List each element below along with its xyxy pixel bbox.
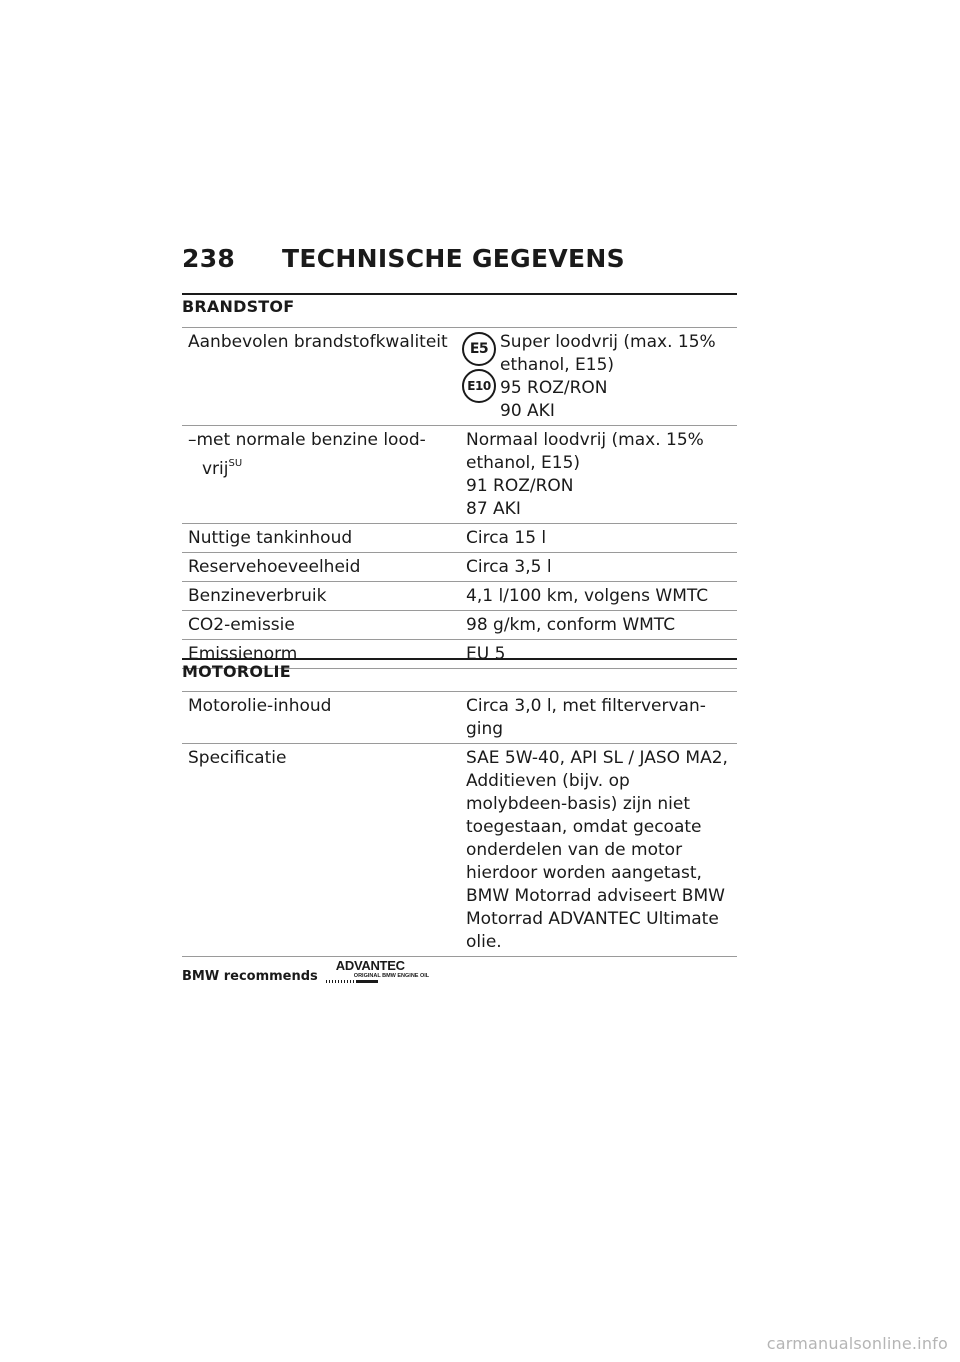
section-title-fuel: BRANDSTOF — [182, 297, 295, 316]
recommend-text: BMW recommends — [182, 969, 318, 984]
row-value: 98 g/km, conform WMTC — [460, 611, 737, 640]
page-number: 238 — [182, 244, 236, 273]
value-line: 91 ROZ/RON — [466, 476, 574, 496]
table-row — [182, 553, 737, 582]
advantec-logo-subtitle: ORIGINAL BMW ENGINE OIL — [353, 973, 430, 979]
value-line: 87 AKI — [466, 499, 521, 519]
row-label: Reservehoeveelheid — [182, 553, 460, 582]
page-header — [182, 244, 625, 273]
fuel-table — [182, 327, 737, 669]
table-row — [182, 692, 737, 744]
advantec-logo — [326, 958, 430, 984]
row-value: Circa 3,5 l — [460, 553, 737, 582]
row-value — [460, 426, 737, 524]
chapter-title: TECHNISCHE GEGEVENS — [282, 244, 625, 273]
row-value: Circa 15 l — [460, 524, 737, 553]
row-label: Aanbevolen brandstofkwaliteit — [182, 328, 460, 426]
watermark: carmanualsonline.info — [766, 1334, 948, 1353]
table-row — [182, 611, 737, 640]
value-line: Normaal loodvrij (max. 15% — [466, 430, 704, 450]
e5-fuel-icon: E5 — [462, 332, 496, 366]
logo-bar — [356, 980, 378, 983]
value-line: Super loodvrij (max. 15% — [500, 332, 716, 352]
oil-table — [182, 691, 737, 957]
fuel-badges — [462, 332, 496, 406]
row-value: EU 5 — [460, 640, 737, 669]
table-row — [182, 328, 737, 426]
value-line: 95 ROZ/RON — [500, 378, 608, 398]
superscript-note: SU — [228, 458, 243, 469]
row-label: Benzineverbruik — [182, 582, 460, 611]
table-row — [182, 524, 737, 553]
section-rule-oil — [182, 658, 737, 660]
row-value — [460, 328, 737, 426]
row-label: CO2-emissie — [182, 611, 460, 640]
e10-fuel-icon: E10 — [462, 369, 496, 403]
section-title-oil: MOTOROLIE — [182, 662, 291, 681]
table-row — [182, 582, 737, 611]
row-label-text: –met normale benzine lood-vrij — [188, 430, 426, 479]
row-label: Emissienorm — [182, 640, 460, 669]
row-label: Specificatie — [182, 744, 460, 957]
table-row — [182, 744, 737, 957]
section-rule-fuel — [182, 293, 737, 295]
row-value: Circa 3,0 l, met filtervervan-ging — [460, 692, 737, 744]
value-line: 90 AKI — [500, 401, 555, 421]
advantec-logo-brand: ADVANTEC — [335, 958, 405, 973]
row-value: SAE 5W-40, API SL / JASO MA2, Additieven (bijv. op molybdeen-basis) zijn niet toegestaan, omdat gecoate onderdelen van de motor hierdoor worden aangetast, BMW Motorrad adviseert BMW Motorrad ADVANTEC Ultimate olie. — [460, 744, 737, 957]
row-label: Nuttige tankinhoud — [182, 524, 460, 553]
row-value: 4,1 l/100 km, volgens WMTC — [460, 582, 737, 611]
row-label: Motorolie-inhoud — [182, 692, 460, 744]
bmw-recommends — [182, 958, 430, 984]
value-line: ethanol, E15) — [466, 453, 581, 473]
table-row — [182, 426, 737, 524]
row-label — [182, 426, 460, 524]
value-line: ethanol, E15) — [500, 355, 615, 375]
